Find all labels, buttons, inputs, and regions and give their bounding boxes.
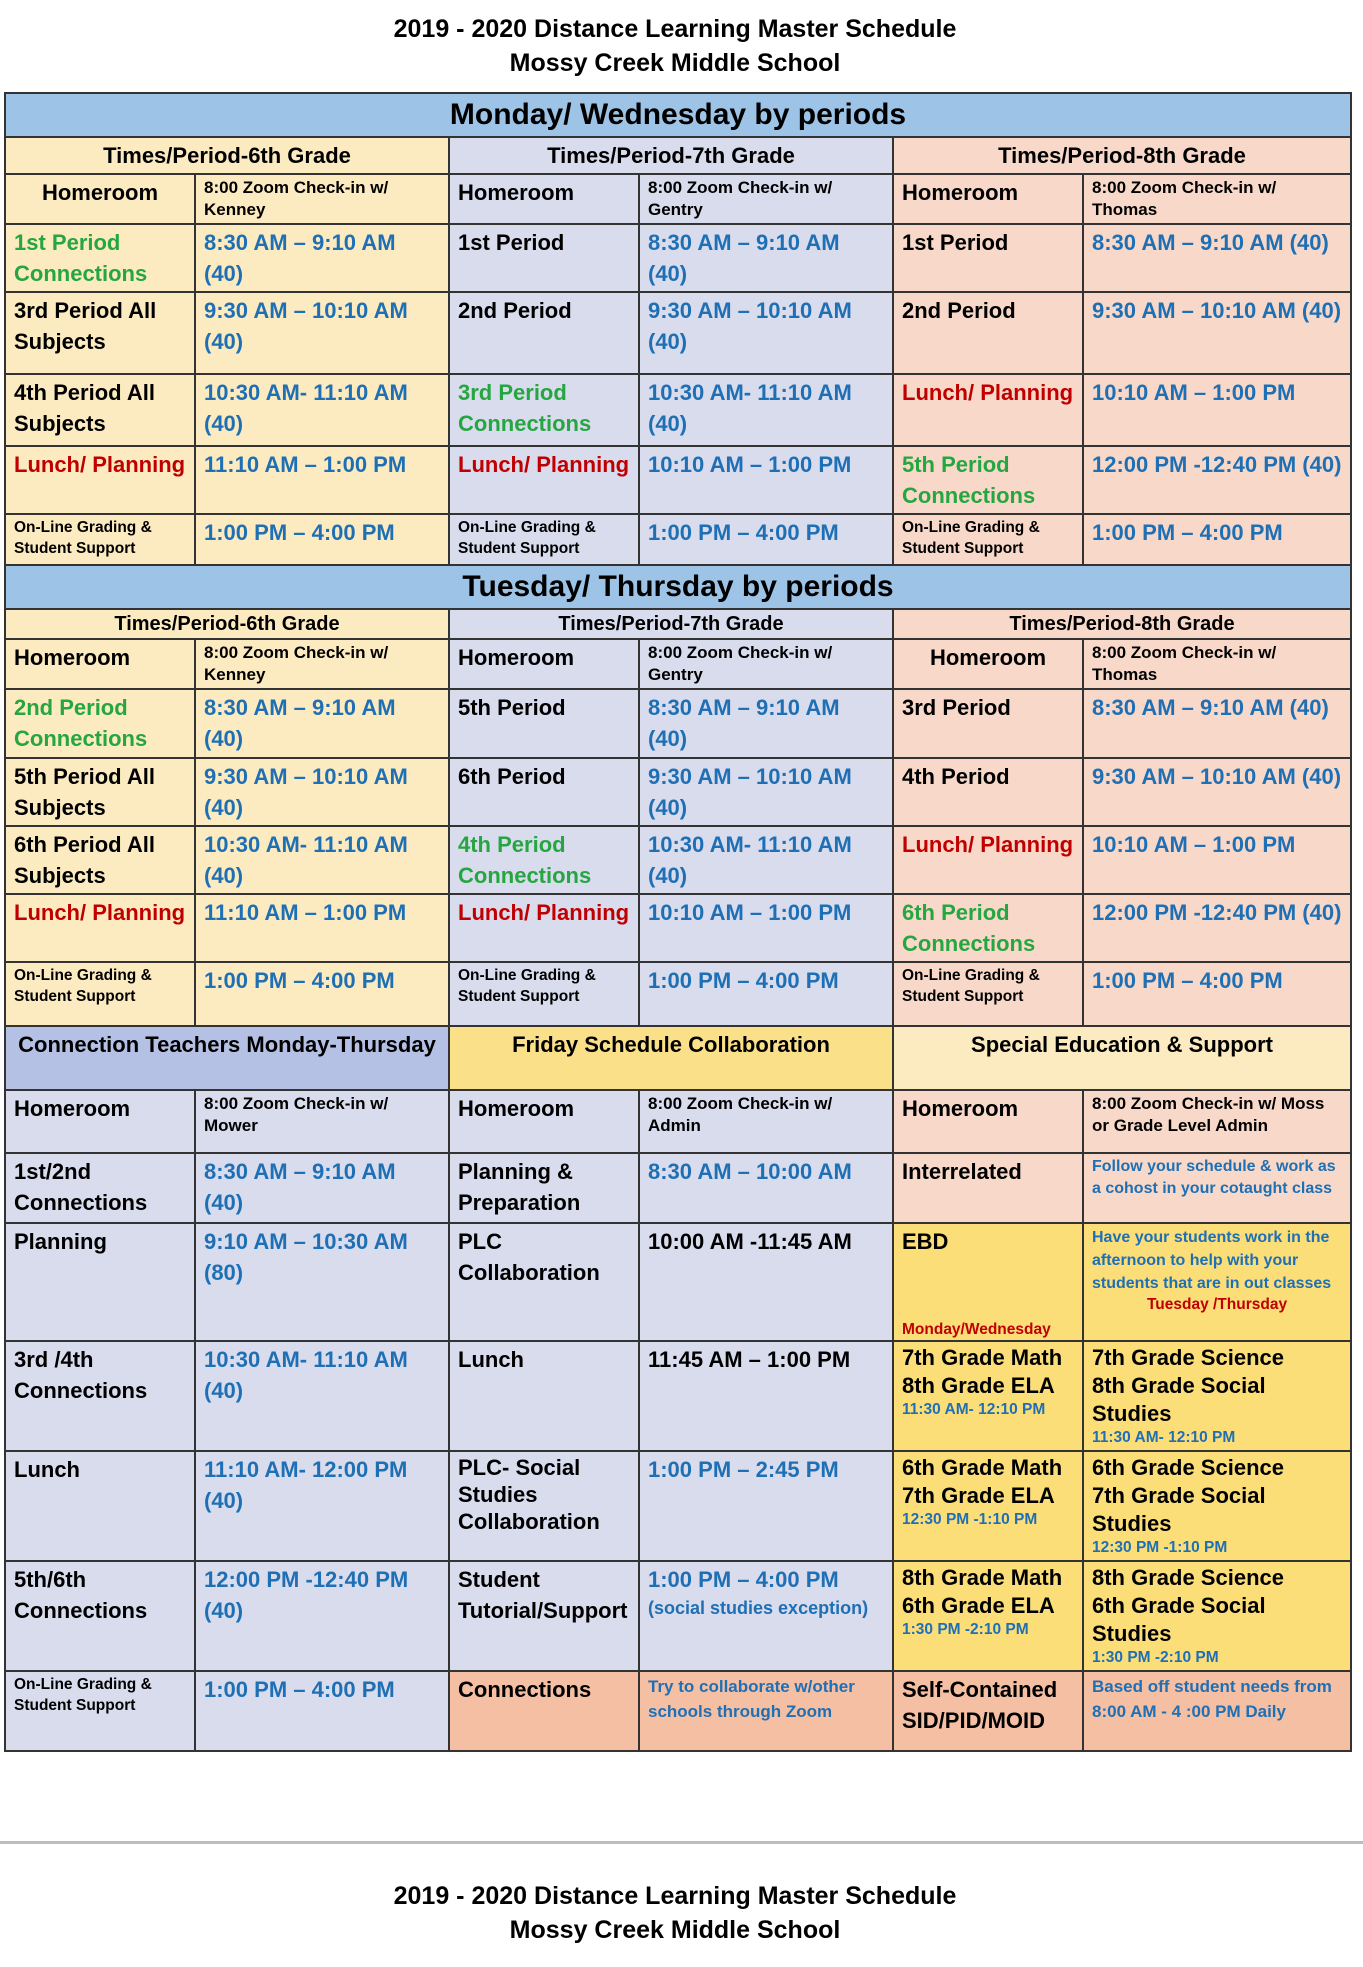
fri-r6-activity: Connections <box>449 1671 639 1751</box>
tt-r4-time-6: 11:10 AM – 1:00 PM <box>195 894 449 962</box>
tt-r2-period-6: 5th Period All Subjects <box>5 758 195 826</box>
sp-homeroom: Homeroom <box>893 1090 1083 1153</box>
mw-r5-time-7: 1:00 PM – 4:00 PM <box>639 514 893 565</box>
mw-r1-period-7: 1st Period <box>449 224 639 292</box>
mw-r3-time-7: 10:30 AM- 11:10 AM (40) <box>639 374 893 446</box>
special-education-header: Special Education & Support <box>893 1026 1351 1090</box>
tt-r2-time-7: 9:30 AM – 10:10 AM (40) <box>639 758 893 826</box>
mw-homeroom-8: Homeroom <box>893 174 1083 224</box>
sp-self-note: Based off student needs from 8:00 AM - 4 :00 PM Daily <box>1083 1671 1351 1751</box>
fri-r1-time: 8:30 AM – 10:00 AM <box>639 1153 893 1223</box>
mw-r1-period-6: 1st Period Connections <box>5 224 195 292</box>
sp-mw-label: Monday/Wednesday <box>902 1321 1051 1338</box>
tt-r3-time-7: 10:30 AM- 11:10 AM (40) <box>639 826 893 894</box>
mw-r4-period-7: Lunch/ Planning <box>449 446 639 514</box>
conn-r2-time: 9:10 AM – 10:30 AM (80) <box>195 1223 449 1341</box>
mw-r4-period-8: 5th Period Connections <box>893 446 1083 514</box>
fri-r4-activity: PLC- Social Studies Collaboration <box>449 1451 639 1561</box>
tt-r1-time-6: 8:30 AM – 9:10 AM (40) <box>195 689 449 758</box>
sp-tt-label: Tuesday /Thursday <box>1146 1296 1288 1313</box>
sp-block1-b1: 7th Grade Science <box>1092 1345 1284 1370</box>
sp-block3-tt <box>1083 1561 1351 1671</box>
tt-grade7-header: Times/Period-7th Grade <box>449 609 893 639</box>
conn-homeroom: Homeroom <box>5 1090 195 1153</box>
tt-r5-time-7: 1:00 PM – 4:00 PM <box>639 962 893 1026</box>
sp-block3-a2: 6th Grade ELA <box>902 1593 1055 1618</box>
mw-r3-time-8: 10:10 AM – 1:00 PM <box>1083 374 1351 446</box>
tt-r3-time-6: 10:30 AM- 11:10 AM (40) <box>195 826 449 894</box>
fri-r5-time-note: (social studies exception) <box>648 1598 869 1618</box>
connection-teachers-header: Connection Teachers Monday-Thursday <box>5 1026 449 1090</box>
tt-grade8-header: Times/Period-8th Grade <box>893 609 1351 639</box>
mw-r4-time-8: 12:00 PM -12:40 PM (40) <box>1083 446 1351 514</box>
mw-homeroom-7: Homeroom <box>449 174 639 224</box>
mw-r2-time-7: 9:30 AM – 10:10 AM (40) <box>639 292 893 374</box>
conn-r6-period: On-Line Grading & Student Support <box>5 1671 195 1751</box>
tt-r4-period-7: Lunch/ Planning <box>449 894 639 962</box>
fri-r2-time: 10:00 AM -11:45 AM <box>639 1223 893 1341</box>
mw-r5-period-6: On-Line Grading & Student Support <box>5 514 195 565</box>
tt-r5-period-8: On-Line Grading & Student Support <box>893 962 1083 1026</box>
mw-r4-time-6: 11:10 AM – 1:00 PM <box>195 446 449 514</box>
tt-homeroom-6-time: 8:00 Zoom Check-in w/ Kenney <box>195 639 449 689</box>
sp-ebd-cell <box>893 1223 1083 1341</box>
header-line2: Mossy Creek Middle School <box>509 49 841 77</box>
header-line1: 2019 - 2020 Distance Learning Master Schedule <box>393 15 957 43</box>
tt-r3-time-8: 10:10 AM – 1:00 PM <box>1083 826 1351 894</box>
tt-r1-time-7: 8:30 AM – 9:10 AM (40) <box>639 689 893 758</box>
mw-r5-time-8: 1:00 PM – 4:00 PM <box>1083 514 1351 565</box>
mw-r5-period-8: On-Line Grading & Student Support <box>893 514 1083 565</box>
conn-r4-period: Lunch <box>5 1451 195 1561</box>
tt-r4-period-8: 6th Period Connections <box>893 894 1083 962</box>
sp-block3-bt: 1:30 PM -2:10 PM <box>1092 1649 1219 1666</box>
sp-block1-a2: 8th Grade ELA <box>902 1373 1055 1398</box>
mw-r1-period-8: 1st Period <box>893 224 1083 292</box>
conn-r3-time: 10:30 AM- 11:10 AM (40) <box>195 1341 449 1451</box>
sp-block2-at: 12:30 PM -1:10 PM <box>902 1511 1038 1528</box>
tt-r2-time-6: 9:30 AM – 10:10 AM (40) <box>195 758 449 826</box>
footer-title <box>0 1879 1350 1947</box>
sp-ebd: EBD <box>902 1229 949 1254</box>
mw-r3-time-6: 10:30 AM- 11:10 AM (40) <box>195 374 449 446</box>
master-schedule-table <box>4 92 1352 1752</box>
sp-homeroom-time: 8:00 Zoom Check-in w/ Moss or Grade Level Admin <box>1083 1090 1351 1153</box>
mw-r1-time-6: 8:30 AM – 9:10 AM (40) <box>195 224 449 292</box>
tt-homeroom-8-time: 8:00 Zoom Check-in w/ Thomas <box>1083 639 1351 689</box>
mw-homeroom-8-time: 8:00 Zoom Check-in w/ Thomas <box>1083 174 1351 224</box>
tt-r5-time-8: 1:00 PM – 4:00 PM <box>1083 962 1351 1026</box>
tt-homeroom-7-time: 8:00 Zoom Check-in w/ Gentry <box>639 639 893 689</box>
sp-block1-a1: 7th Grade Math <box>902 1345 1063 1370</box>
fri-homeroom: Homeroom <box>449 1090 639 1153</box>
fri-r6-time: Try to collaborate w/other schools through Zoom <box>639 1671 893 1751</box>
tt-r5-period-7: On-Line Grading & Student Support <box>449 962 639 1026</box>
sp-ebd-note-cell <box>1083 1223 1351 1341</box>
mw-homeroom-6: Homeroom <box>5 174 195 224</box>
page-divider <box>0 1841 1363 1844</box>
tt-r5-period-6: On-Line Grading & Student Support <box>5 962 195 1026</box>
sp-interrelated: Interrelated <box>893 1153 1083 1223</box>
sp-self-contained: Self-Contained SID/PID/MOID <box>893 1671 1083 1751</box>
fri-r4-time: 1:00 PM – 2:45 PM <box>639 1451 893 1561</box>
mw-r3-period-6: 4th Period All Subjects <box>5 374 195 446</box>
mw-r2-period-6: 3rd Period All Subjects <box>5 292 195 374</box>
fri-r5-activity: Student Tutorial/Support <box>449 1561 639 1671</box>
friday-schedule-header: Friday Schedule Collaboration <box>449 1026 893 1090</box>
mw-homeroom-6-time: 8:00 Zoom Check-in w/ Kenney <box>195 174 449 224</box>
conn-homeroom-time: 8:00 Zoom Check-in w/ Mower <box>195 1090 449 1153</box>
mw-r2-period-8: 2nd Period <box>893 292 1083 374</box>
mw-r5-period-7: On-Line Grading & Student Support <box>449 514 639 565</box>
conn-r6-time: 1:00 PM – 4:00 PM <box>195 1671 449 1751</box>
mw-r1-time-7: 8:30 AM – 9:10 AM (40) <box>639 224 893 292</box>
tt-r2-period-8: 4th Period <box>893 758 1083 826</box>
mw-r2-period-7: 2nd Period <box>449 292 639 374</box>
mw-grade8-header: Times/Period-8th Grade <box>893 137 1351 174</box>
mw-r5-time-6: 1:00 PM – 4:00 PM <box>195 514 449 565</box>
tt-r1-period-8: 3rd Period <box>893 689 1083 758</box>
conn-r4-time: 11:10 AM- 12:00 PM (40) <box>195 1451 449 1561</box>
tt-r3-period-6: 6th Period All Subjects <box>5 826 195 894</box>
tt-r3-period-7: 4th Period Connections <box>449 826 639 894</box>
sp-block3-a1: 8th Grade Math <box>902 1565 1063 1590</box>
mw-r2-time-6: 9:30 AM – 10:10 AM (40) <box>195 292 449 374</box>
tt-r5-time-6: 1:00 PM – 4:00 PM <box>195 962 449 1026</box>
sp-interrelated-note: Follow your schedule & work as a cohost in your cotaught class <box>1083 1153 1351 1223</box>
sp-block2-b1: 6th Grade Science <box>1092 1455 1284 1480</box>
tt-homeroom-6: Homeroom <box>5 639 195 689</box>
sp-block1-tt <box>1083 1341 1351 1451</box>
sp-block2-tt <box>1083 1451 1351 1561</box>
fri-r3-activity: Lunch <box>449 1341 639 1451</box>
mw-r1-time-8: 8:30 AM – 9:10 AM (40) <box>1083 224 1351 292</box>
tt-grade6-header: Times/Period-6th Grade <box>5 609 449 639</box>
mw-r2-time-8: 9:30 AM – 10:10 AM (40) <box>1083 292 1351 374</box>
tt-homeroom-8: Homeroom <box>893 639 1083 689</box>
sp-block2-bt: 12:30 PM -1:10 PM <box>1092 1539 1228 1556</box>
conn-r1-period: 1st/2nd Connections <box>5 1153 195 1223</box>
mw-band: Monday/ Wednesday by periods <box>5 93 1351 137</box>
fri-homeroom-time: 8:00 Zoom Check-in w/ Admin <box>639 1090 893 1153</box>
sp-ebd-note: Have your students work in the afternoon to help with your students that are in out classes <box>1092 1229 1332 1292</box>
sp-block2-b2: 7th Grade Social Studies <box>1092 1483 1266 1536</box>
footer-line1: 2019 - 2020 Distance Learning Master Schedule <box>393 1882 957 1910</box>
header-title <box>0 12 1350 80</box>
conn-r2-period: Planning <box>5 1223 195 1341</box>
mw-homeroom-7-time: 8:00 Zoom Check-in w/ Gentry <box>639 174 893 224</box>
mw-grade7-header: Times/Period-7th Grade <box>449 137 893 174</box>
fri-r5-time-cell <box>639 1561 893 1671</box>
tt-r4-period-6: Lunch/ Planning <box>5 894 195 962</box>
sp-block3-mw <box>893 1561 1083 1671</box>
mw-r3-period-7: 3rd Period Connections <box>449 374 639 446</box>
footer-line2: Mossy Creek Middle School <box>509 1916 841 1944</box>
sp-block1-b2: 8th Grade Social Studies <box>1092 1373 1266 1426</box>
sp-block3-b2: 6th Grade Social Studies <box>1092 1593 1266 1646</box>
tt-r3-period-8: Lunch/ Planning <box>893 826 1083 894</box>
conn-r5-time: 12:00 PM -12:40 PM (40) <box>195 1561 449 1671</box>
sp-block1-at: 11:30 AM- 12:10 PM <box>902 1401 1046 1418</box>
tt-r1-period-7: 5th Period <box>449 689 639 758</box>
tt-r1-period-6: 2nd Period Connections <box>5 689 195 758</box>
conn-r5-period: 5th/6th Connections <box>5 1561 195 1671</box>
tt-homeroom-7: Homeroom <box>449 639 639 689</box>
sp-block1-mw <box>893 1341 1083 1451</box>
fri-r5-time: 1:00 PM – 4:00 PM <box>648 1567 839 1592</box>
conn-r1-time: 8:30 AM – 9:10 AM (40) <box>195 1153 449 1223</box>
fri-r2-activity: PLC Collaboration <box>449 1223 639 1341</box>
fri-r1-activity: Planning & Preparation <box>449 1153 639 1223</box>
sp-block2-a2: 7th Grade ELA <box>902 1483 1055 1508</box>
mw-r4-time-7: 10:10 AM – 1:00 PM <box>639 446 893 514</box>
mw-grade6-header: Times/Period-6th Grade <box>5 137 449 174</box>
tt-r2-time-8: 9:30 AM – 10:10 AM (40) <box>1083 758 1351 826</box>
mw-r4-period-6: Lunch/ Planning <box>5 446 195 514</box>
mw-r3-period-8: Lunch/ Planning <box>893 374 1083 446</box>
tt-band: Tuesday/ Thursday by periods <box>5 565 1351 609</box>
sp-block1-bt: 11:30 AM- 12:10 PM <box>1092 1429 1236 1446</box>
sp-block2-mw <box>893 1451 1083 1561</box>
tt-r4-time-8: 12:00 PM -12:40 PM (40) <box>1083 894 1351 962</box>
tt-r4-time-7: 10:10 AM – 1:00 PM <box>639 894 893 962</box>
sp-block2-a1: 6th Grade Math <box>902 1455 1063 1480</box>
conn-r3-period: 3rd /4th Connections <box>5 1341 195 1451</box>
tt-r1-time-8: 8:30 AM – 9:10 AM (40) <box>1083 689 1351 758</box>
sp-block3-b1: 8th Grade Science <box>1092 1565 1284 1590</box>
tt-r2-period-7: 6th Period <box>449 758 639 826</box>
sp-block3-at: 1:30 PM -2:10 PM <box>902 1621 1029 1638</box>
fri-r3-time: 11:45 AM – 1:00 PM <box>639 1341 893 1451</box>
